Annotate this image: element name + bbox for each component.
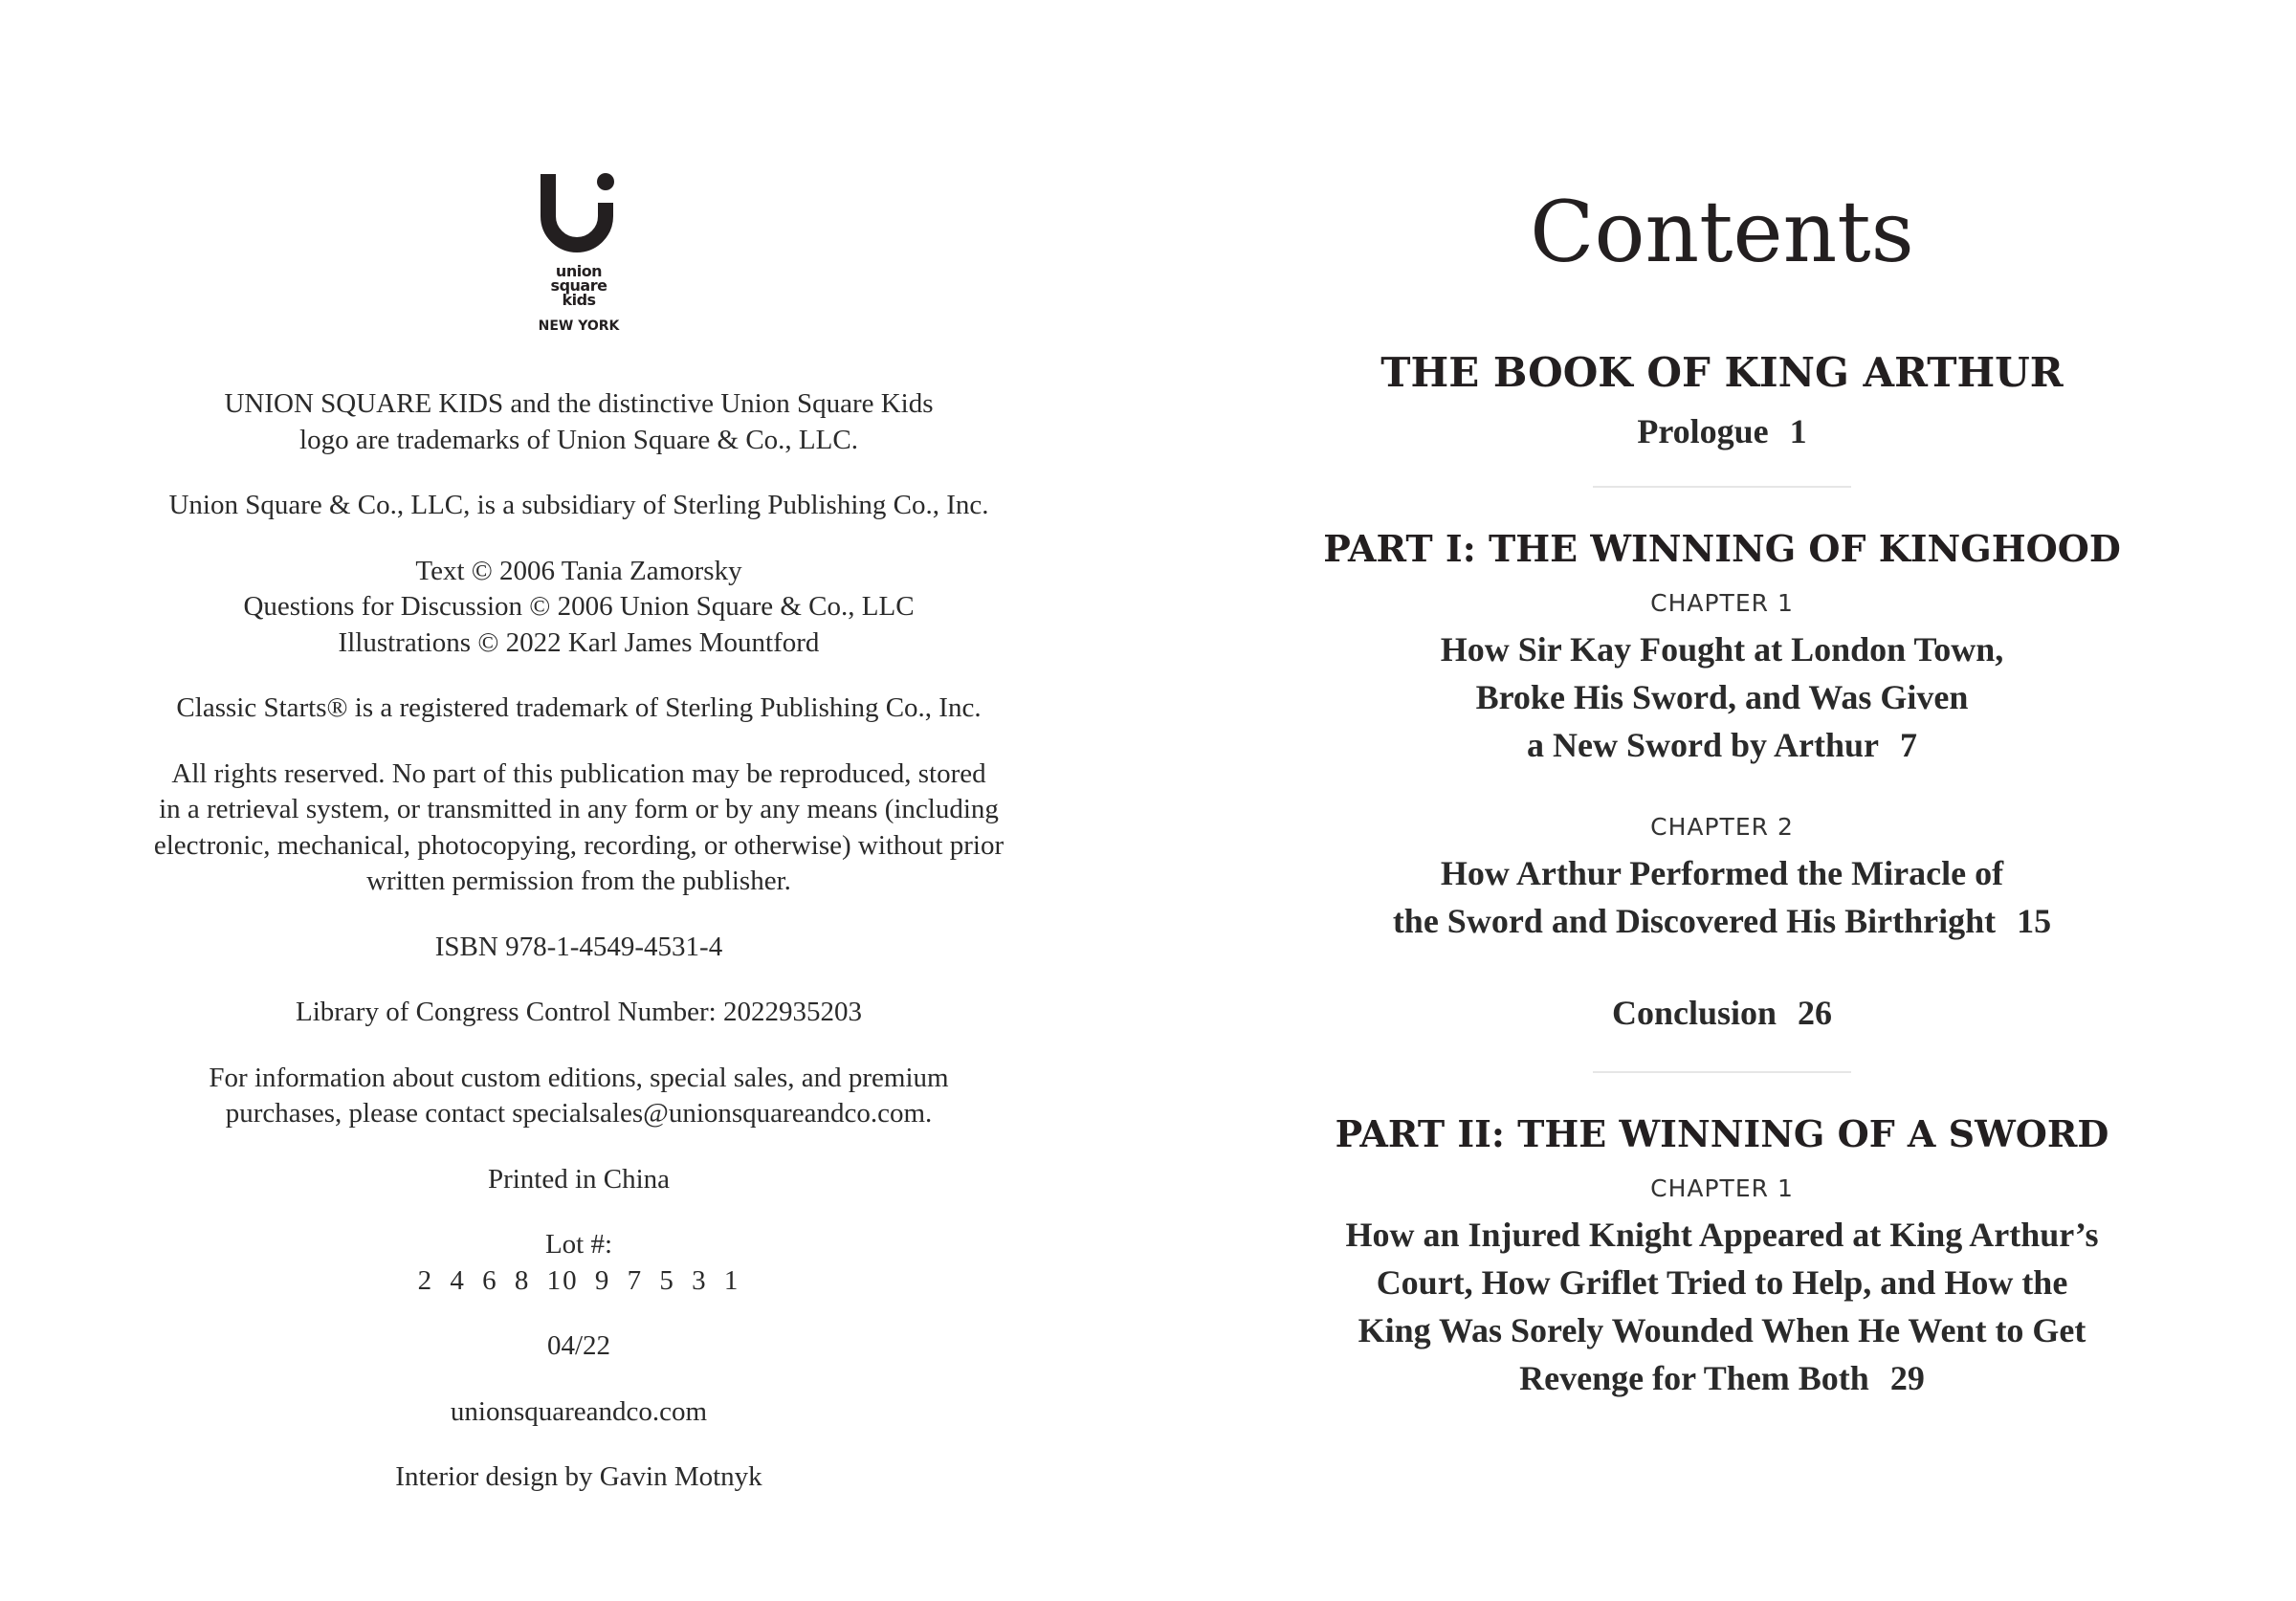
text-line: in a retrieval system, or transmitted in any form or by any means (including — [159, 794, 999, 824]
logo-city: NEW YORK — [538, 318, 620, 334]
text-line: logo are trademarks of Union Square & Co., LLC. — [299, 424, 858, 455]
title-line: How Arthur Performed the Miracle of — [1440, 854, 2004, 892]
section-divider — [1593, 1071, 1851, 1073]
loc-number: Library of Congress Control Number: 2022935203 — [295, 997, 862, 1027]
logo-word-union: union — [555, 262, 603, 280]
chapter-label: CHAPTER 1 — [1650, 1174, 1794, 1202]
title-line: King Was Sorely Wounded When He Went to Get — [1358, 1311, 2086, 1349]
text-line: All rights reserved. No part of this publication may be reproduced, stored — [171, 757, 986, 789]
page-number: 29 — [1889, 1359, 1925, 1397]
chapter-label: CHAPTER 2 — [1650, 813, 1794, 841]
info-paragraph — [96, 1061, 1062, 1132]
title-line: the Sword and Discovered His Birthright — [1392, 902, 1997, 940]
toc-entry-prologue — [1148, 407, 2296, 455]
website: unionsquareandco.com — [450, 1395, 708, 1427]
book-title: THE BOOK OF KING ARTHUR — [1380, 349, 2064, 396]
title-line: How an Injured Knight Appeared at King Arthur’s — [1345, 1216, 2099, 1254]
entry-label: Prologue — [1637, 412, 1769, 450]
part-title-2: PART II: THE WINNING OF A SWORD — [1335, 1112, 2109, 1155]
title-line: Court, How Griflet Tried to Help, and How the — [1376, 1263, 2068, 1302]
toc-entry-conclusion — [1148, 989, 2296, 1037]
logo-word-square: square — [550, 276, 607, 295]
text-line: For information about custom editions, special sales, and premium — [209, 1062, 949, 1093]
toc-entry-part2-chapter1 — [1148, 1211, 2296, 1402]
toc-entry-part1-chapter2 — [1148, 849, 2296, 945]
text-line: UNION SQUARE KIDS and the distinctive Union Square Kids — [224, 388, 934, 419]
text-line: purchases, please contact specialsales@unionsquareandco.com. — [225, 1098, 933, 1129]
page-number: 26 — [1798, 994, 1833, 1032]
text-line: written permission from the publisher. — [366, 866, 791, 896]
credits-paragraph — [96, 554, 1062, 662]
lot-paragraph — [96, 1227, 1062, 1299]
lot-numbers: 2 4 6 8 10 9 7 5 3 1 — [417, 1264, 740, 1296]
text-line: Text © 2006 Tania Zamorsky — [415, 555, 742, 586]
trademark-paragraph — [96, 386, 1062, 458]
printed-in: Printed in China — [487, 1163, 671, 1195]
chapter-label: CHAPTER 1 — [1650, 589, 1794, 617]
title-line: How Sir Kay Fought at London Town, — [1440, 630, 2004, 669]
subsidiary-paragraph: Union Square & Co., LLC, is a subsidiary of Sterling Publishing Co., Inc. — [168, 490, 989, 520]
contents-page — [1148, 0, 2296, 1601]
rights-paragraph — [96, 757, 1062, 900]
text-line: Questions for Discussion © 2006 Union Square & Co., LLC — [243, 591, 915, 622]
toc-entry-part1-chapter1 — [1148, 625, 2296, 769]
part-title-1: PART I: THE WINNING OF KINGHOOD — [1323, 527, 2121, 570]
title-line: Broke His Sword, and Was Given — [1475, 678, 1969, 716]
title-line: a New Sword by Arthur — [1526, 726, 1879, 764]
text-line: electronic, mechanical, photocopying, recording, or otherwise) without prior — [153, 829, 1004, 861]
interior-design-credit: Interior design by Gavin Motnyk — [395, 1461, 762, 1492]
text-line: Illustrations © 2022 Karl James Mountford — [338, 626, 820, 658]
print-date: 04/22 — [546, 1330, 611, 1361]
page-number: 15 — [2017, 902, 2052, 940]
title-line: Revenge for Them Both — [1519, 1359, 1869, 1397]
section-divider — [1593, 486, 1851, 488]
copyright-text-block — [96, 386, 1062, 1525]
classic-starts-paragraph: Classic Starts® is a registered trademark of Sterling Publishing Co., Inc. — [176, 692, 982, 723]
entry-label: Conclusion — [1611, 994, 1777, 1032]
table-of-contents — [1148, 346, 2296, 1402]
page-title: Contents — [1530, 183, 1914, 281]
logo-word-kids: kids — [562, 291, 596, 309]
union-square-kids-u-logo-icon — [541, 168, 617, 254]
isbn: ISBN 978-1-4549-4531-4 — [434, 931, 723, 962]
page-number: 7 — [1900, 726, 1917, 764]
lot-label: Lot #: — [544, 1229, 613, 1260]
page-number: 1 — [1789, 412, 1807, 450]
publisher-logo — [483, 168, 674, 334]
